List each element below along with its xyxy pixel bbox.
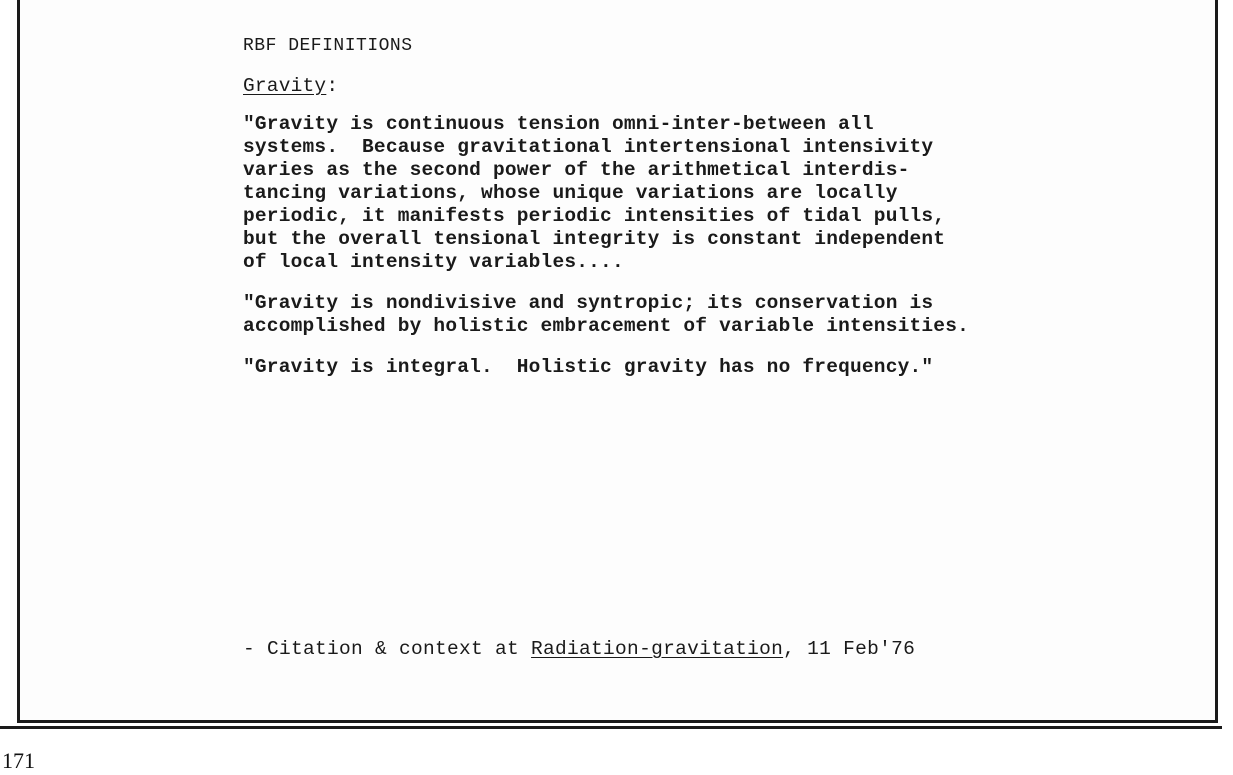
definition-paragraph-3 (243, 356, 1143, 379)
document-header: RBF DEFINITIONS (243, 36, 413, 56)
definition-paragraph-1 (243, 113, 1143, 274)
term-heading (243, 74, 1143, 98)
citation-line (243, 638, 915, 660)
paragraph-line: periodic, it manifests periodic intensities of tidal pulls, (243, 205, 946, 227)
citation-date: , 11 Feb'76 (783, 638, 916, 660)
term-colon: : (326, 75, 339, 97)
paragraph-line: accomplished by holistic embracement of variable intensities. (243, 315, 970, 337)
paragraph-line: of local intensity variables.... (243, 251, 624, 273)
citation-link[interactable]: Radiation-gravitation (531, 638, 784, 660)
bottom-rule (0, 726, 1222, 729)
paragraph-line: tancing variations, whose unique variations are locally (243, 182, 898, 204)
citation-prefix: - Citation & context at (243, 638, 532, 660)
term-word: Gravity (243, 75, 327, 97)
paragraph-line: "Gravity is continuous tension omni-inter-between all (243, 113, 874, 135)
paragraph-line: varies as the second power of the arithmetical interdis- (243, 159, 910, 181)
definition-paragraph-2 (243, 292, 1143, 338)
paragraph-line: systems. Because gravitational intertensional intensivity (243, 136, 934, 158)
paragraph-line: but the overall tensional integrity is constant independent (243, 228, 946, 250)
paragraph-line: "Gravity is integral. Holistic gravity has no frequency." (243, 356, 934, 378)
page-number: 171 (2, 748, 35, 773)
paragraph-line: "Gravity is nondivisive and syntropic; its conservation is (243, 292, 934, 314)
definition-content (243, 34, 1143, 397)
